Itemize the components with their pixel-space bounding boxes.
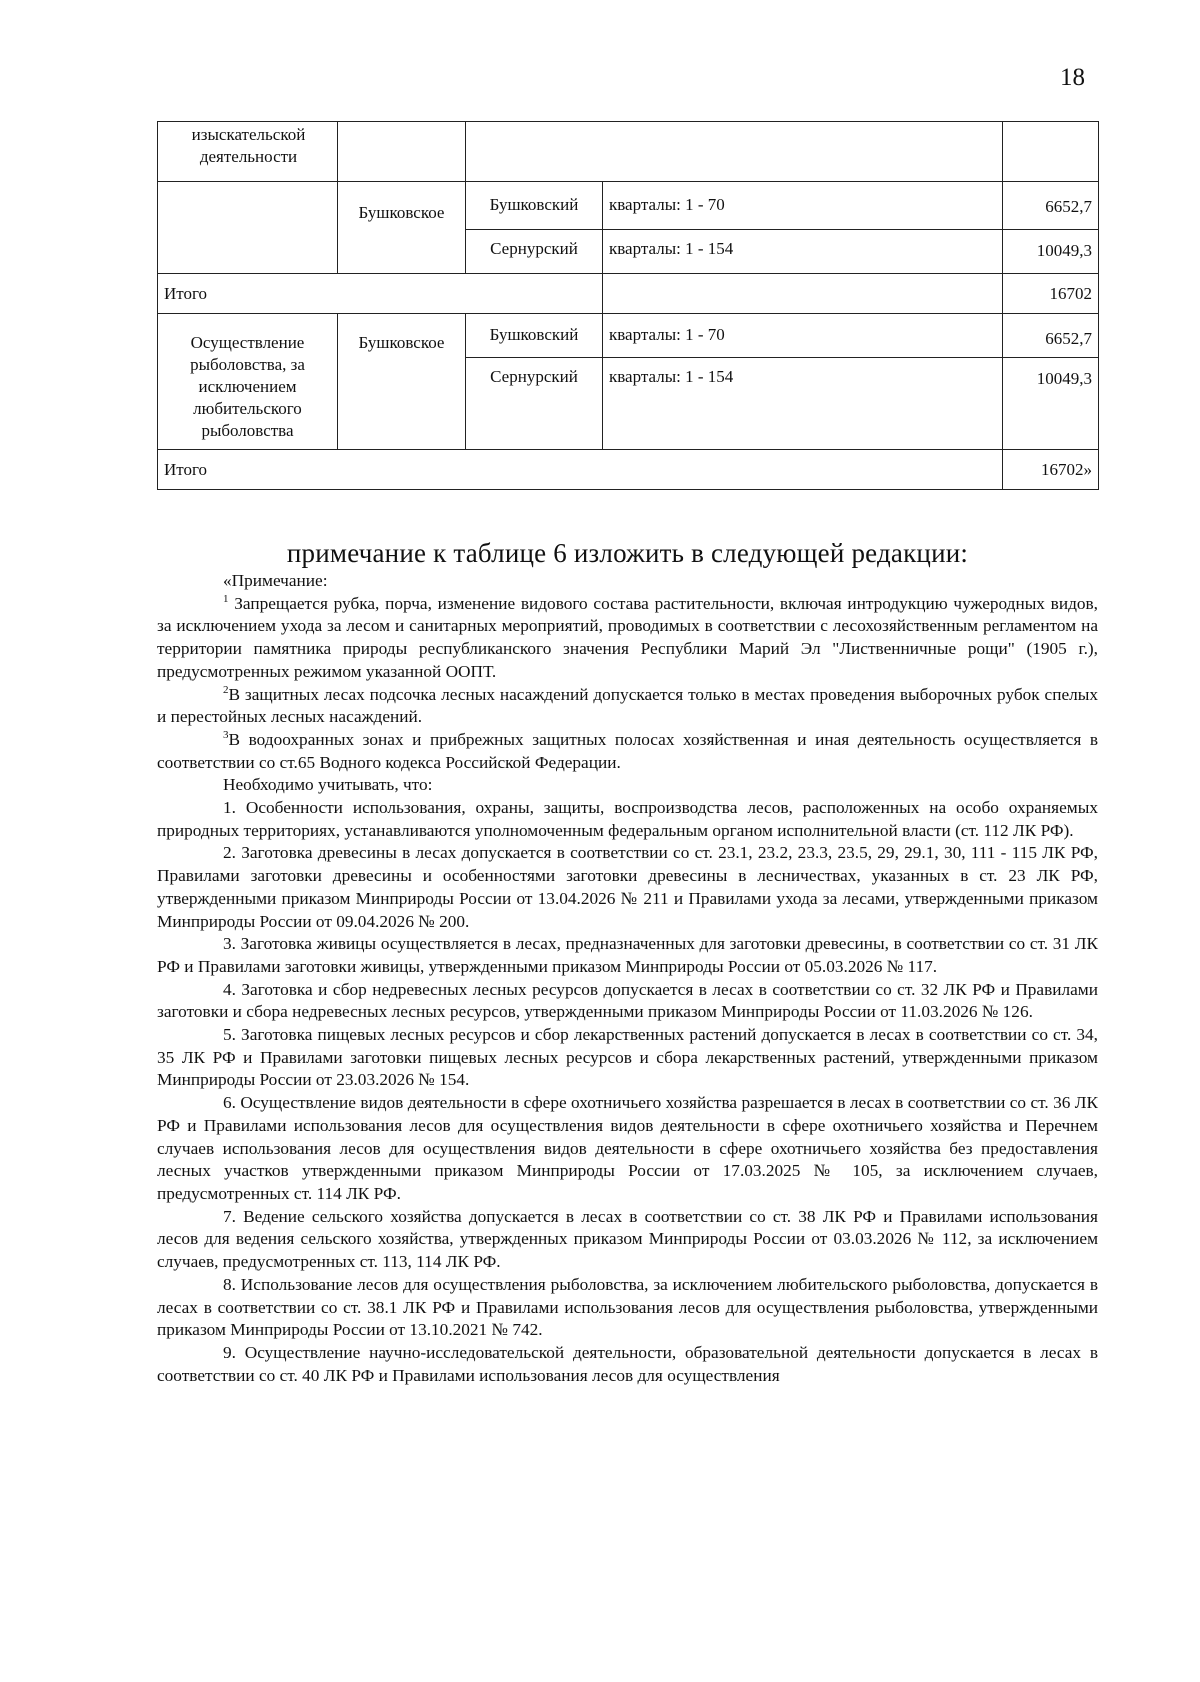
table-cell: 6652,7 [1003,182,1099,230]
table-cell: кварталы: 1 - 154 [603,230,1003,274]
note-item: 7. Ведение сельского хозяйства допускается в лесах в соответствии со ст. 38 ЛК РФ и Правилами использования лесов для ведения сельского хозяйства, утвержденных приказом Минприроды России от 03.03.2026 № 112, за исключением случаев, предусмотренных ст. 113, 114 ЛК РФ. [157,1206,1098,1272]
table-cell: кварталы: 1 - 70 [603,314,1003,358]
note-item: 3. Заготовка живицы осуществляется в лесах, предназначенных для заготовки древесины, в соответствии со ст. 31 ЛК РФ и Правилами заготовки живицы, утвержденными приказом Минприроды России от 05.03.2026 № 117. [157,934,1098,976]
table-cell [158,182,338,274]
footnote-2 [157,684,1098,729]
note-item: 8. Использование лесов для осуществления рыболовства, за исключением любительского рыболовства, допускается в лесах в соответствии со ст. 38.1 ЛК РФ и Правилами использования лесов для осуществления рыболовства, утвержденными приказом Минприроды России от 13.10.2021 № 742. [157,1274,1098,1340]
note-item: 5. Заготовка пищевых лесных ресурсов и сбор лекарственных растений допускается в лесах в соответствии со ст. 34, 35 ЛК РФ и Правилами заготовки пищевых лесных ресурсов и сбора лекарственных растений, утвержденными приказом Минприроды России от 23.03.2026 № 154. [157,1025,1098,1090]
table-cell: 10049,3 [1003,358,1099,450]
notes-intro [157,570,1098,593]
table-cell: кварталы: 1 - 70 [603,182,1003,230]
table-cell: 10049,3 [1003,230,1099,274]
table-cell: Бушковское [338,182,466,274]
table-cell: Сернурский [466,358,603,450]
footnote-mark: 2 [223,683,229,696]
table-cell: Бушковский [466,314,603,358]
footnote-mark: 3 [223,729,229,742]
note-item: 1. Особенности использования, охраны, защиты, воспроизводства лесов, расположенных на особо охраняемых природных территориях, устанавливаются уполномоченным федеральным органом исполнительной власти (ст. 112 ЛК РФ). [157,798,1098,840]
footnote-mark: 1 [223,592,229,605]
table-row [158,182,1099,230]
table-cell: 6652,7 [1003,314,1099,358]
notes-heading: примечание к таблице 6 изложить в следующей редакции: [286,538,969,568]
table-cell: Бушковский [466,182,603,230]
table-cell: 16702» [1003,450,1099,490]
table-cell: Осуществление рыболовства, за исключением любительского рыболовства [158,314,338,450]
note-item: 6. Осуществление видов деятельности в сфере охотничьего хозяйства разрешается в лесах в соответствии со ст. 36 ЛК РФ и Правилами использования лесов для осуществления видов деятельности в сфере охотничьего хозяйства и Перечнем случаев использования лесов для осуществления видов деятельности в сфере охотничьего хозяйства без предоставления лесных участков утвержденными приказом Минприроды России от 17.03.2025 № 105, за исключением случаев, предусмотренных ст. 114 ЛК РФ. [157,1093,1098,1203]
forest-use-table [157,121,1099,490]
note-item: 4. Заготовка и сбор недревесных лесных ресурсов допускается в лесах в соответствии со ст. 32 ЛК РФ и Правилами заготовки и сбора недревесных лесных ресурсов, утвержденными приказом Минприроды России от 11.03.2026 № 126. [157,979,1098,1022]
table-cell: кварталы: 1 - 154 [603,358,1003,450]
footnote-text: В защитных лесах подсочка лесных насаждений допускается только в местах проведения выборочных рубок спелых и перестойных лесных насаждений. [157,684,1098,727]
footnote-1 [157,593,1098,684]
footnote-text: Запрещается рубка, порча, изменение видового состава растительности, включая интродукцию чужеродных видов, за исключением ухода за лесом и санитарных мероприятий, проводимых в соответствии с лесохозяйственным регламентом на территории памятника природы республиканского значения Республики Марий Эл "Лиственничные рощи" (1905 г.), предусмотренных режимом указанной ООПТ. [157,593,1098,681]
notes-section [157,536,1098,1387]
table-cell: Итого [158,274,603,314]
table-cell [603,274,1003,314]
notes-intro-text: «Примечание: [223,571,328,590]
footnote-text: В водоохранных зонах и прибрежных защитных полосах хозяйственная и иная деятельность осуществляется в соответствии со ст.65 Водного кодекса Российской Федерации. [157,729,1098,772]
table-cell: Бушковское [338,314,466,450]
note-item: 9. Осуществление научно-исследовательской деятельности, образовательной деятельности допускается в лесах в соответствии со ст. 40 ЛК РФ и Правилами использования лесов для осуществления [157,1342,1098,1385]
table-cell: изыскательской деятельности [158,122,338,182]
table-cell: 16702 [1003,274,1099,314]
table-row [158,274,1099,314]
table-cell: Сернурский [466,230,603,274]
note-item: 2. Заготовка древесины в лесах допускается в соответствии со ст. 23.1, 23.2, 23.3, 23.5, 29, 29.1, 30, 111 - 115 ЛК РФ, Правилами заготовки древесины и особенностями заготовки древесины в лесничествах, указанных в ст. 23 ЛК РФ, утвержденными приказом Минприроды России от 13.04.2026 № 211 и Правилами ухода за лесами, утвержденными приказом Минприроды России от 09.04.2026 № 200. [157,843,1098,931]
table-cell: Итого [158,450,1003,490]
table-row [158,314,1099,358]
table-cell [1003,122,1099,182]
table-row [158,122,1099,182]
page-number: 18 [1060,64,1085,91]
footnote-3 [157,729,1098,774]
table-cell [338,122,466,182]
table-row [158,450,1099,490]
consider-line: Необходимо учитывать, что: [223,775,433,795]
table-cell [466,122,1003,182]
